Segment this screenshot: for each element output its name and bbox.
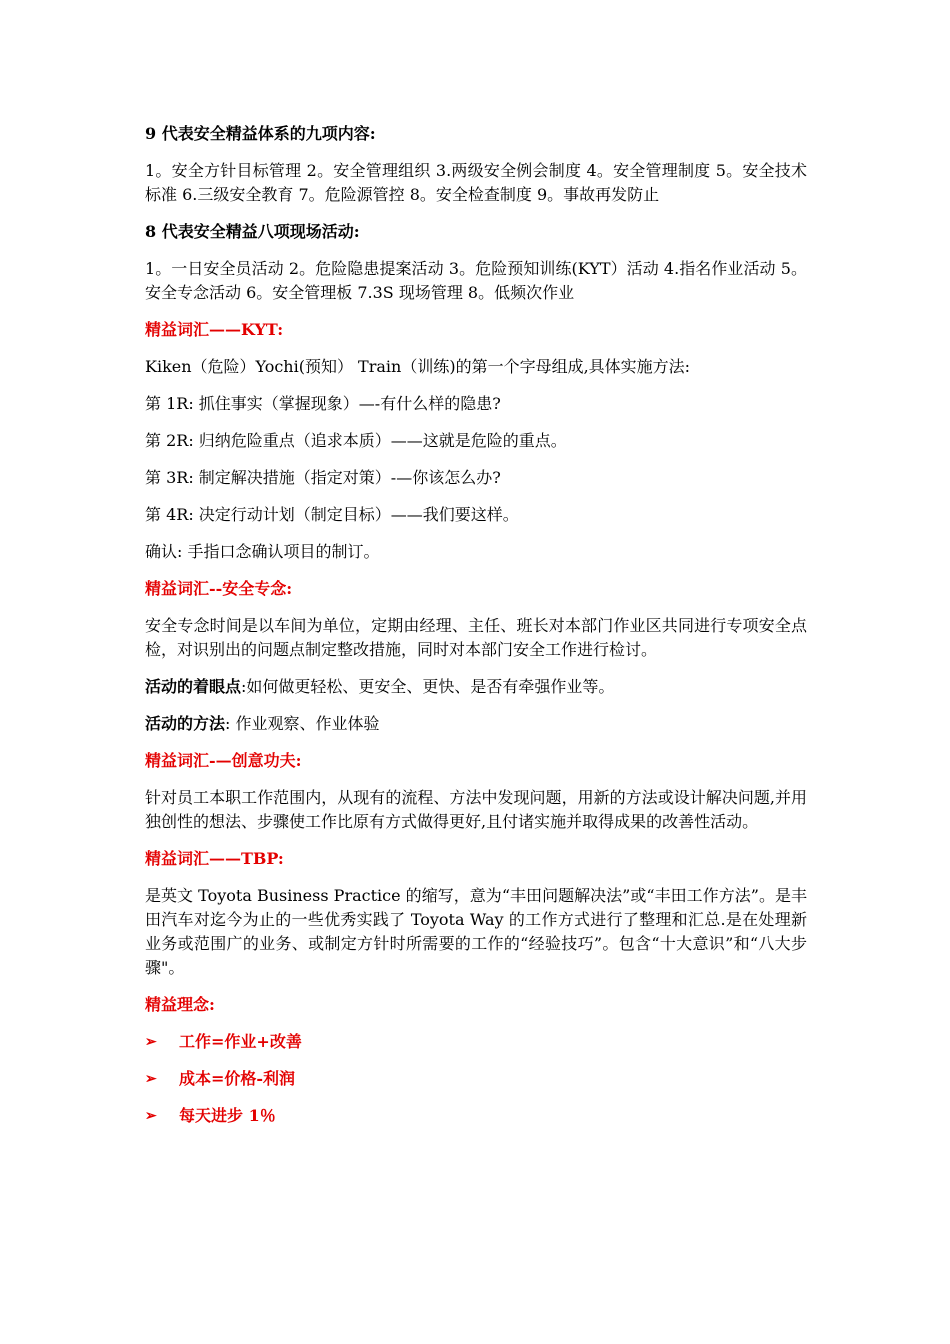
safety-focus-body: 安全专念时间是以车间为单位，定期由经理、主任、班长对本部门作业区共同进行专项安全点检，对识别出的问题点制定整改措施，同时对本部门安全工作进行检讨。	[145, 616, 807, 659]
activity-method-line	[145, 712, 807, 736]
arrow-bullet-icon: ➢	[145, 1071, 157, 1087]
nine-items-heading: 9 代表安全精益体系的九项内容:	[145, 124, 376, 143]
concept-bullet-text: 成本=价格-利润	[179, 1069, 296, 1088]
kyt-step-4r: 第 4R: 决定行动计划（制定目标）——我们要这样。	[145, 505, 519, 524]
kyt-confirm: 确认: 手指口念确认项目的制订。	[145, 542, 380, 561]
concept-bullet-text: 工作=作业+改善	[179, 1032, 302, 1051]
eight-activities-body: 1。一日安全员活动 2。危险隐患提案活动 3。危险预知训练(KYT）活动 4.指名作业活动 5。安全专念活动 6。安全管理板 7.3S 现场管理 8。低频次作业	[145, 259, 807, 302]
arrow-bullet-icon: ➢	[145, 1034, 157, 1050]
activity-method-text: : 作业观察、作业体验	[225, 714, 380, 733]
tbp-body: 是英文 Toyota Business Practice 的缩写，意为“丰田问题解决法”或“丰田工作方法”。是丰田汽车对迄今为止的一些优秀实践了 Toyota Way 的工作方式进行了整理和汇总.是在处理新业务或范围广的业务、或制定方针时所需要的工作的“经验技巧”。包含“十大意识”和“八大步骤"。	[145, 886, 807, 977]
arrow-bullet-icon: ➢	[145, 1108, 157, 1124]
activity-method-label: 活动的方法	[145, 714, 226, 733]
kyt-heading: 精益词汇——KYT:	[145, 320, 284, 339]
concept-bullet	[145, 1104, 807, 1128]
creative-heading: 精益词汇-—创意功夫:	[145, 751, 302, 770]
tbp-heading: 精益词汇——TBP:	[145, 849, 284, 868]
concept-bullet-text: 每天进步 1％	[179, 1106, 276, 1125]
concept-bullet	[145, 1030, 807, 1054]
kyt-step-2r: 第 2R: 归纳危险重点（追求本质）——这就是危险的重点。	[145, 431, 567, 450]
eight-activities-heading: 8 代表安全精益八项现场活动:	[145, 222, 360, 241]
activity-focus-label: 活动的着眼点	[145, 677, 242, 696]
creative-body: 针对员工本职工作范围内，从现有的流程、方法中发现问题，用新的方法或设计解决问题,并用独创性的想法、步骤使工作比原有方式做得更好,且付诸实施并取得成果的改善性活动。	[145, 788, 807, 831]
document-page	[145, 122, 807, 1141]
kyt-step-3r: 第 3R: 制定解决措施（指定对策）-—你该怎么办?	[145, 468, 501, 487]
activity-focus-text: :如何做更轻松、更安全、更快、是否有牵强作业等。	[241, 677, 615, 696]
safety-focus-heading: 精益词汇--安全专念:	[145, 579, 293, 598]
concept-bullet	[145, 1067, 807, 1091]
kyt-intro: Kiken（危险）Yochi(预知） Train（训练)的第一个字母组成,具体实施方法:	[145, 357, 691, 376]
concept-heading: 精益理念:	[145, 995, 215, 1014]
nine-items-body: 1。安全方针目标管理 2。安全管理组织 3.两级安全例会制度 4。安全管理制度 5。安全技术标准 6.三级安全教育 7。危险源管控 8。安全检查制度 9。事故再发防止	[145, 161, 807, 204]
activity-focus-line	[145, 675, 807, 699]
kyt-step-1r: 第 1R: 抓住事实（掌握现象）—-有什么样的隐患?	[145, 394, 501, 413]
